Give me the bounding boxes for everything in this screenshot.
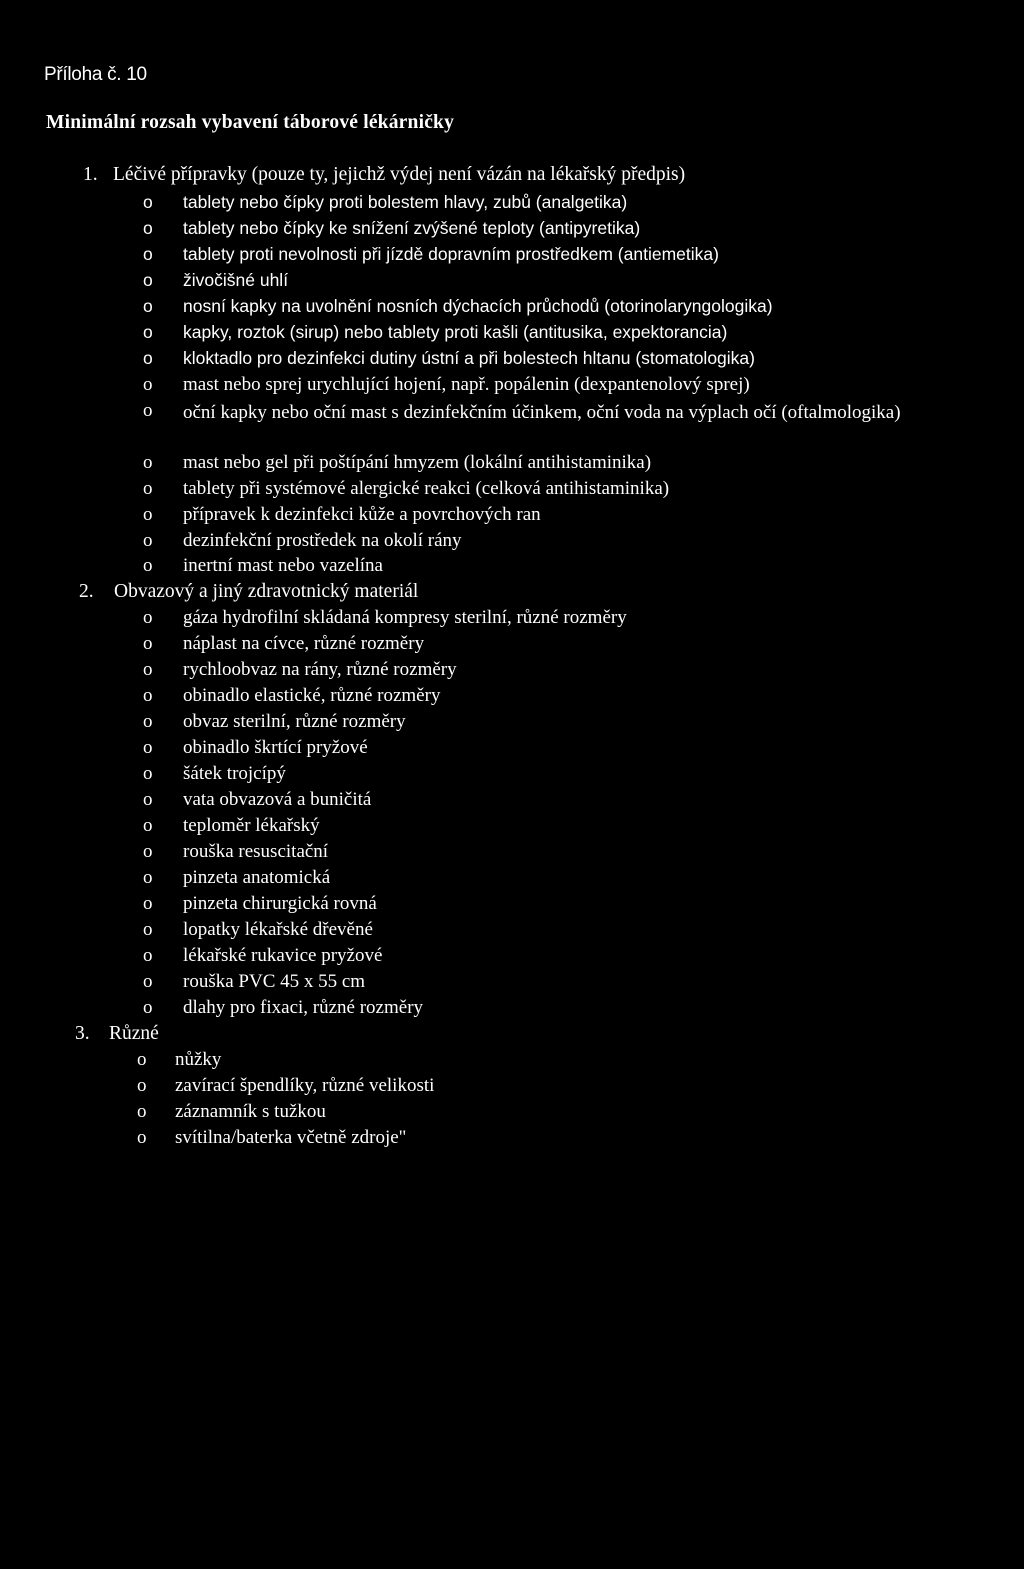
- list-item: o tablety nebo čípky ke snížení zvýšené teploty (antipyretika): [143, 218, 641, 238]
- list-item: o teploměr lékařský: [143, 815, 320, 836]
- section-title: Léčivé přípravky (pouze ty, jejichž výdej není vázán na lékařský předpis): [113, 164, 686, 185]
- list-item: o kloktadlo pro dezinfekci dutiny ústní a při bolestech hltanu (stomatologika): [143, 348, 755, 368]
- bullet-icon: o: [143, 478, 153, 499]
- bullet-icon: o: [143, 374, 153, 395]
- section-number: 1.: [83, 164, 98, 185]
- bullet-icon: o: [137, 1075, 147, 1096]
- list-item: o rychloobvaz na rány, různé rozměry: [143, 659, 457, 680]
- bullet-icon: o: [143, 841, 153, 862]
- list-item: o dezinfekční prostředek na okolí rány: [143, 530, 462, 551]
- list-item: o lopatky lékařské dřevěné: [143, 919, 373, 940]
- list-item: o obinadlo elastické, různé rozměry: [143, 685, 441, 706]
- list-item: o šátek trojcípý: [143, 763, 286, 784]
- section-number: 3.: [75, 1023, 90, 1044]
- list-item: o nosní kapky na uvolnění nosních dýchacích průchodů (otorinolaryngologika): [143, 296, 773, 316]
- bullet-icon: o: [143, 192, 153, 212]
- list-item: o záznamník s tužkou: [137, 1101, 326, 1122]
- bullet-icon: o: [143, 504, 153, 525]
- list-item: o živočišné uhlí: [143, 270, 289, 290]
- bullet-icon: o: [137, 1101, 147, 1122]
- list-item: o zavírací špendlíky, různé velikosti: [137, 1075, 435, 1096]
- list-item: o rouška PVC 45 x 55 cm: [143, 971, 366, 992]
- list-item: o pinzeta chirurgická rovná: [143, 893, 377, 914]
- list-item: o obinadlo škrtící pryžové: [143, 737, 368, 758]
- bullet-icon: o: [143, 633, 153, 654]
- bullet-icon: o: [143, 945, 153, 966]
- bullet-icon: o: [143, 711, 153, 732]
- list-item: o pinzeta anatomická: [143, 867, 331, 888]
- bullet-icon: o: [143, 685, 153, 706]
- list-item: o mast nebo sprej urychlující hojení, např. popálenin (dexpantenolový sprej): [143, 374, 750, 395]
- bullet-icon: o: [143, 348, 153, 368]
- bullet-icon: o: [143, 659, 153, 680]
- bullet-icon: o: [143, 452, 153, 473]
- list-item: o nůžky: [137, 1049, 222, 1070]
- bullet-icon: o: [143, 815, 153, 836]
- bullet-icon: o: [143, 763, 153, 784]
- bullet-icon: o: [143, 322, 153, 342]
- bullet-icon: o: [143, 530, 153, 551]
- section-heading: [75, 1023, 159, 1045]
- list-item: o mast nebo gel při poštípání hmyzem (lokální antihistaminika): [143, 452, 652, 473]
- bullet-icon: o: [143, 867, 153, 888]
- section-heading: [79, 581, 418, 603]
- list-item: o obvaz sterilní, různé rozměry: [143, 711, 406, 732]
- list-item: o gáza hydrofilní skládaná kompresy sterilní, různé rozměry: [143, 607, 627, 628]
- bullet-icon: o: [143, 555, 153, 576]
- bullet-icon: o: [143, 400, 153, 421]
- list-item: o náplast na cívce, různé rozměry: [143, 633, 425, 654]
- list-item: o lékařské rukavice pryžové: [143, 945, 383, 966]
- bullet-icon: o: [143, 893, 153, 914]
- bullet-icon: o: [143, 971, 153, 992]
- bullet-icon: o: [143, 919, 153, 940]
- bullet-icon: o: [143, 244, 153, 264]
- bullet-icon: o: [143, 737, 153, 758]
- list-item: o oční kapky nebo oční mast s dezinfekčním účinkem, oční voda na výplach očí (oftalmologika): [143, 400, 901, 423]
- bullet-icon: o: [143, 789, 153, 810]
- bullet-icon: o: [137, 1049, 147, 1070]
- list-item: o inertní mast nebo vazelína: [143, 555, 383, 576]
- annex-label: Příloha č. 10: [44, 64, 147, 85]
- list-item: o kapky, roztok (sirup) nebo tablety proti kašli (antitusika, expektorancia): [143, 322, 728, 342]
- bullet-icon: o: [143, 270, 153, 290]
- list-item: o přípravek k dezinfekci kůže a povrchových ran: [143, 504, 541, 525]
- list-item: o vata obvazová a buničitá: [143, 789, 372, 810]
- section-title: Obvazový a jiný zdravotnický materiál: [114, 581, 419, 602]
- list-item: o tablety proti nevolnosti při jízdě dopravním prostředkem (antiemetika): [143, 244, 719, 264]
- bullet-icon: o: [143, 296, 153, 316]
- bullet-icon: o: [143, 607, 153, 628]
- bullet-icon: o: [143, 997, 153, 1018]
- section-title: Různé: [109, 1023, 159, 1044]
- bullet-icon: o: [143, 218, 153, 238]
- list-item: o rouška resuscitační: [143, 841, 329, 862]
- bullet-icon: o: [137, 1127, 147, 1148]
- section-heading: [83, 164, 685, 186]
- list-item: o dlahy pro fixaci, různé rozměry: [143, 997, 424, 1018]
- list-item: o svítilna/baterka včetně zdroje": [137, 1127, 407, 1148]
- list-item: o tablety při systémové alergické reakci (celková antihistaminika): [143, 478, 670, 499]
- list-item: o tablety nebo čípky proti bolestem hlavy, zubů (analgetika): [143, 192, 628, 212]
- document-title: Minimální rozsah vybavení táborové lékárničky: [46, 112, 455, 133]
- section-number: 2.: [79, 581, 94, 602]
